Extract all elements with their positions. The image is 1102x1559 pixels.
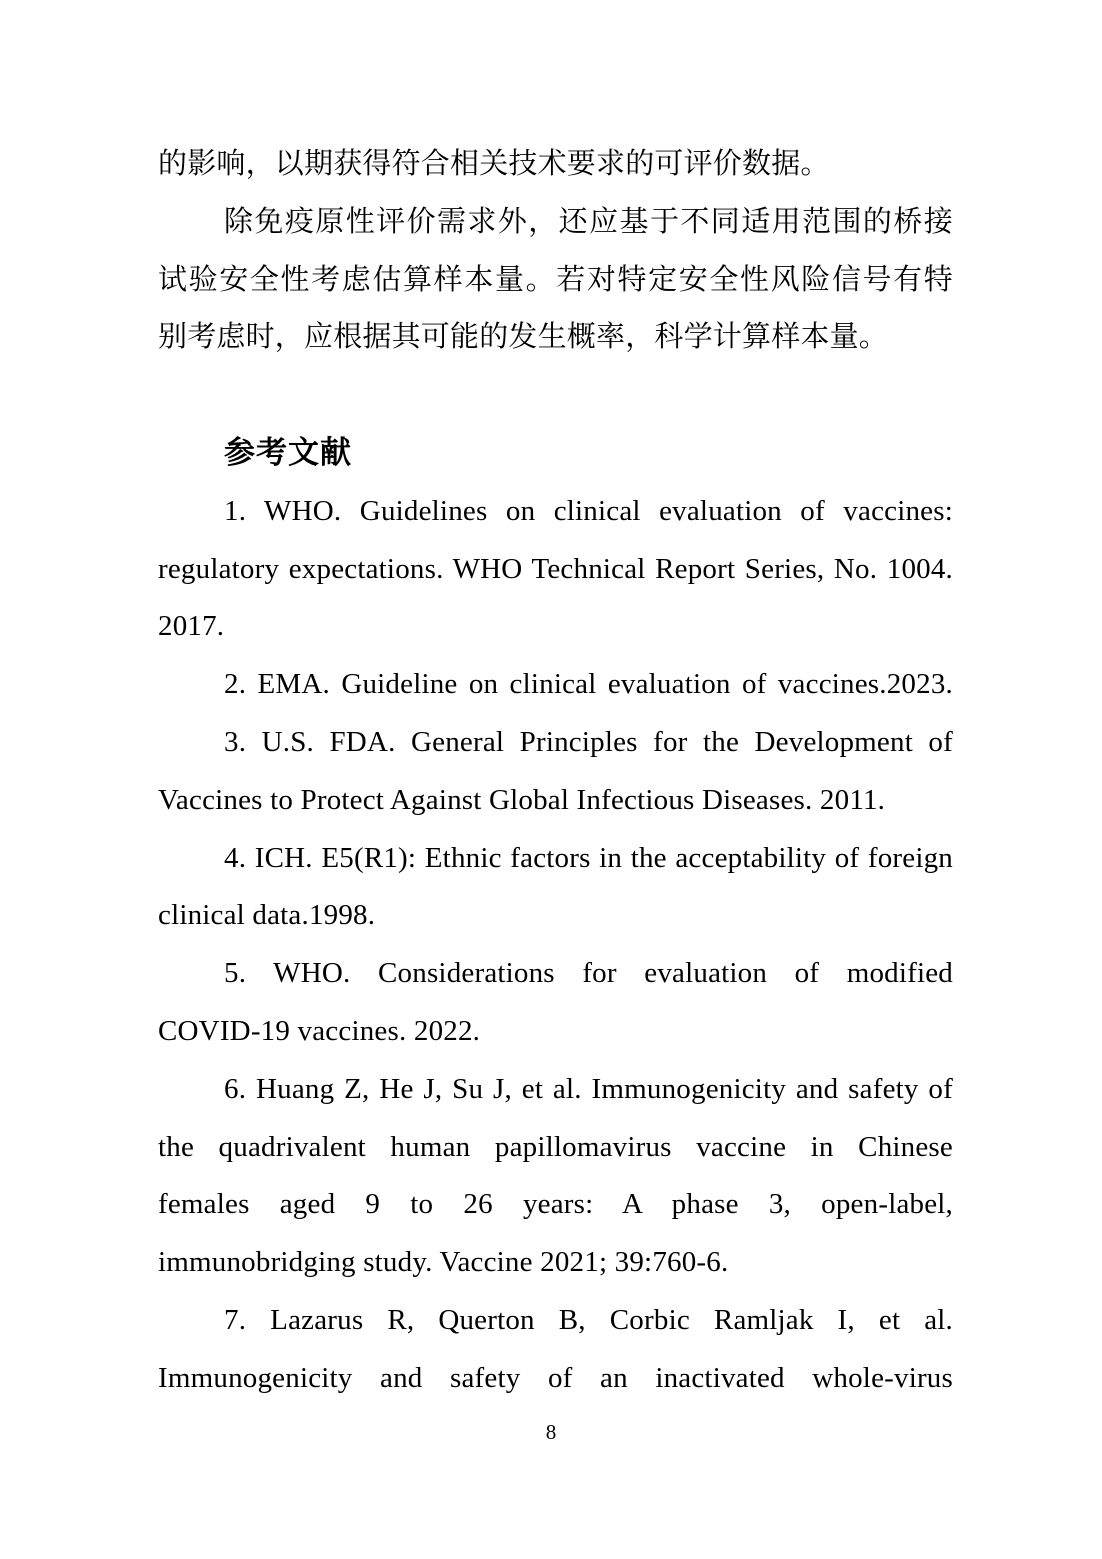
reference-6-line-3: females aged 9 to 26 years: A phase 3, open-label, <box>158 1188 953 1221</box>
reference-3-line-1: 3. U.S. FDA. General Principles for the Development of <box>224 725 953 758</box>
reference-5-line-1: 5. WHO. Considerations for evaluation of modified <box>224 957 953 990</box>
reference-7-line-2: Immunogenicity and safety of an inactivated whole-virus <box>158 1361 953 1394</box>
reference-3-line-2: Vaccines to Protect Against Global Infectious Diseases. 2011. <box>158 783 886 816</box>
reference-1-line-2: regulatory expectations. WHO Technical Report Series, No. 1004. <box>158 552 953 585</box>
reference-6-line-4: immunobridging study. Vaccine 2021; 39:760-6. <box>158 1246 729 1279</box>
reference-7-line-1: 7. Lazarus R, Querton B, Corbic Ramljak I, et al. <box>224 1303 953 1336</box>
page-number: 8 <box>545 1420 557 1444</box>
blank-line <box>158 367 953 425</box>
reference-5-line-2: COVID-19 vaccines. 2022. <box>158 1014 481 1047</box>
page-content <box>158 136 953 1408</box>
references-heading: 参考文献 <box>224 434 352 471</box>
intro-line-2: 除免疫原性评价需求外，还应基于不同适用范围的桥接 <box>224 205 953 238</box>
reference-2-line-1: 2. EMA. Guideline on clinical evaluation of vaccines.2023. <box>224 668 953 701</box>
reference-1-line-3: 2017. <box>158 610 225 643</box>
intro-line-3: 试验安全性考虑估算样本量。若对特定安全性风险信号有特 <box>158 263 953 296</box>
reference-1-line-1: 1. WHO. Guidelines on clinical evaluation of vaccines: <box>224 494 953 527</box>
reference-4-line-2: clinical data.1998. <box>158 899 376 932</box>
intro-line-4: 别考虑时，应根据其可能的发生概率，科学计算样本量。 <box>158 321 889 354</box>
reference-6-line-1: 6. Huang Z, He J, Su J, et al. Immunogenicity and safety of <box>224 1072 953 1105</box>
reference-6-line-2: the quadrivalent human papillomavirus vaccine in Chinese <box>158 1130 953 1163</box>
reference-4-line-1: 4. ICH. E5(R1): Ethnic factors in the acceptability of foreign <box>224 841 953 874</box>
intro-line-1: 的影响，以期获得符合相关技术要求的可评价数据。 <box>158 148 830 180</box>
